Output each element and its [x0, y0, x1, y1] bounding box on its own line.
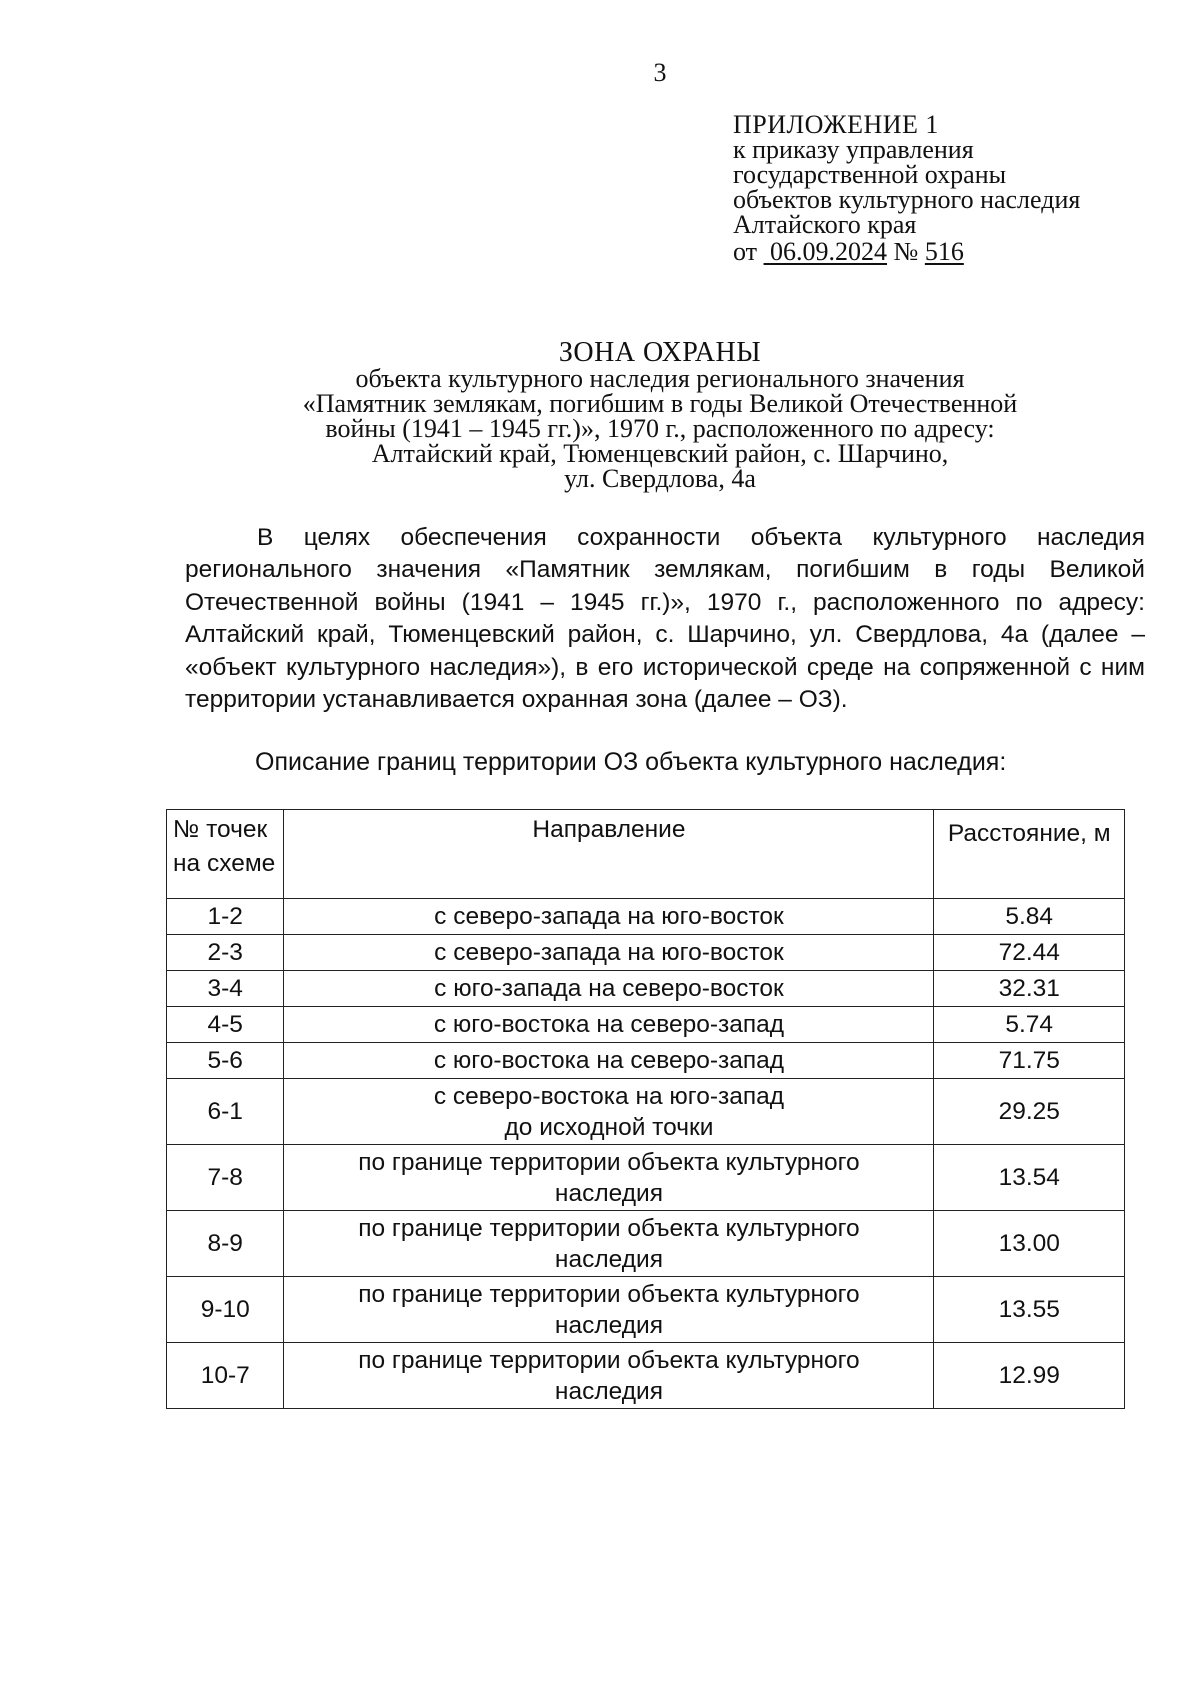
table-row — [167, 1211, 1125, 1277]
appendix-line: к приказу управления — [733, 135, 974, 164]
cell-direction — [284, 1211, 934, 1277]
appendix-date-line — [733, 239, 1080, 264]
cell-direction: с северо-запада на юго-восток — [284, 935, 934, 971]
cell-direction — [284, 1079, 934, 1145]
cell-direction-line: по границе территории объекта культурного — [358, 1214, 860, 1242]
cell-points: 8-9 — [167, 1211, 284, 1277]
cell-distance: 29.25 — [934, 1079, 1125, 1145]
table-row — [167, 1079, 1125, 1145]
cell-distance: 13.55 — [934, 1277, 1125, 1343]
date-prefix: от — [733, 237, 758, 266]
table-row — [167, 1043, 1125, 1079]
body-paragraph: В целях обеспечения сохранности объекта культурного наследия регионального значения «Памятник землякам, погибшим в годы Великой Отечественной войны (1941 – 1945 гг.)», 1970 г., расположенного по адресу: Алтайский край, Тюменцевский район, с. Шарчино, ул. Свердлова, 4а (далее – «объект культурного наследия»), в его исторической среде на сопряженной с ним территории устанавливается охранная зона (далее – ОЗ). — [185, 524, 1145, 714]
header-distance: Расстояние, м — [934, 810, 1125, 899]
appendix-line: объектов культурного наследия — [733, 185, 1081, 214]
cell-points: 7-8 — [167, 1145, 284, 1211]
cell-points: 4-5 — [167, 1007, 284, 1043]
order-date — [764, 237, 888, 266]
cell-distance: 13.00 — [934, 1211, 1125, 1277]
cell-direction: с юго-запада на северо-восток — [284, 971, 934, 1007]
appendix-line: государственной охраны — [733, 160, 1007, 189]
header-points-line2: на схеме — [173, 850, 276, 877]
cell-points: 3-4 — [167, 971, 284, 1007]
cell-distance: 12.99 — [934, 1343, 1125, 1409]
cell-direction-line: наследия — [554, 1179, 663, 1207]
order-date-value: 06.09.2024 — [770, 237, 888, 266]
cell-direction-line: по границе территории объекта культурного — [358, 1346, 860, 1374]
cell-points: 5-6 — [167, 1043, 284, 1079]
cell-distance: 5.74 — [934, 1007, 1125, 1043]
table-row — [167, 1343, 1125, 1409]
cell-distance: 13.54 — [934, 1145, 1125, 1211]
table-caption: Описание границ территории ОЗ объекта культурного наследия: — [255, 748, 1007, 776]
cell-distance: 71.75 — [934, 1043, 1125, 1079]
zone-title-heading: ЗОНА ОХРАНЫ — [558, 337, 762, 368]
cell-direction: с юго-востока на северо-запад — [284, 1043, 934, 1079]
cell-direction — [284, 1277, 934, 1343]
cell-points: 2-3 — [167, 935, 284, 971]
number-prefix: № — [893, 237, 919, 266]
table-header-row — [167, 810, 1125, 899]
cell-direction-line: с северо-востока на юго-запад — [433, 1082, 785, 1110]
cell-direction-line: наследия — [554, 1245, 663, 1273]
appendix-line: Алтайского края — [733, 210, 917, 239]
table-row — [167, 971, 1125, 1007]
table-row — [167, 1007, 1125, 1043]
table-row — [167, 935, 1125, 971]
zone-title-block — [240, 337, 1080, 493]
header-points-line1: № точек — [173, 816, 268, 843]
zone-title-line: войны (1941 – 1945 гг.)», 1970 г., расположенного по адресу: — [325, 414, 995, 443]
cell-distance: 32.31 — [934, 971, 1125, 1007]
cell-direction-line: по границе территории объекта культурного — [358, 1148, 860, 1176]
zone-title-line: «Памятник землякам, погибшим в годы Великой Отечественной — [302, 389, 1018, 418]
header-direction: Направление — [284, 810, 934, 899]
cell-direction-line: наследия — [554, 1311, 663, 1339]
cell-direction — [284, 1145, 934, 1211]
cell-direction — [284, 1343, 934, 1409]
cell-direction-line: по границе территории объекта культурного — [358, 1280, 860, 1308]
cell-points: 9-10 — [167, 1277, 284, 1343]
cell-points: 6-1 — [167, 1079, 284, 1145]
boundary-table — [166, 809, 1125, 1409]
cell-points: 1-2 — [167, 899, 284, 935]
order-number: 516 — [924, 237, 964, 266]
zone-title-line: ул. Свердлова, 4а — [564, 464, 756, 493]
cell-points: 10-7 — [167, 1343, 284, 1409]
appendix-title: ПРИЛОЖЕНИЕ 1 — [733, 110, 939, 139]
table-row — [167, 1277, 1125, 1343]
page-number: 3 — [653, 58, 667, 87]
zone-title-line: Алтайский край, Тюменцевский район, с. Шарчино, — [371, 439, 949, 468]
cell-direction-line: наследия — [554, 1377, 663, 1405]
zone-title-line: объекта культурного наследия регионального значения — [355, 364, 965, 393]
cell-direction: с северо-запада на юго-восток — [284, 899, 934, 935]
header-points — [167, 810, 284, 899]
table-row — [167, 1145, 1125, 1211]
cell-distance: 5.84 — [934, 899, 1125, 935]
table-row — [167, 899, 1125, 935]
cell-distance: 72.44 — [934, 935, 1125, 971]
cell-direction-line: до исходной точки — [504, 1113, 714, 1141]
cell-direction: с юго-востока на северо-запад — [284, 1007, 934, 1043]
appendix-block — [733, 112, 1080, 264]
